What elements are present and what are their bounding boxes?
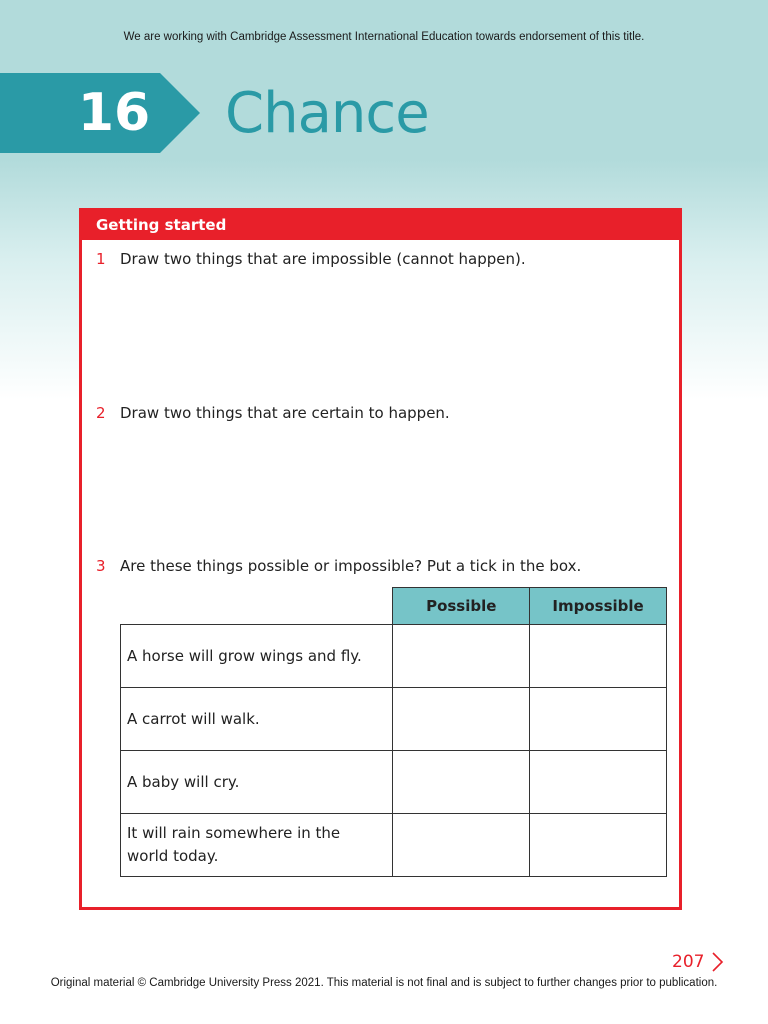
statement-line: It will rain somewhere in the	[127, 824, 341, 842]
statement-line: A carrot will walk.	[127, 709, 260, 728]
statement-cell	[121, 688, 393, 751]
table-row	[121, 625, 667, 688]
statement-line: A baby will cry.	[127, 772, 240, 791]
chevron-right-icon	[710, 951, 724, 973]
impossible-tick-box[interactable]	[530, 688, 667, 751]
column-header-possible: Possible	[393, 588, 530, 625]
column-header-impossible: Impossible	[530, 588, 667, 625]
getting-started-box	[79, 208, 682, 910]
chapter-number: 16	[77, 83, 151, 143]
possible-tick-box[interactable]	[393, 688, 530, 751]
possible-tick-box[interactable]	[393, 625, 530, 688]
tick-table	[120, 587, 667, 877]
possible-tick-box[interactable]	[393, 814, 530, 877]
statement-cell	[121, 625, 393, 688]
table-corner-cell	[121, 588, 393, 625]
statement-cell	[121, 814, 393, 877]
question-3-number: 3	[96, 557, 106, 575]
impossible-tick-box[interactable]	[530, 751, 667, 814]
table-row	[121, 688, 667, 751]
question-1-number: 1	[96, 250, 106, 268]
getting-started-heading: Getting started	[82, 211, 679, 240]
statement-cell	[121, 751, 393, 814]
question-3-text: Are these things possible or impossible? Put a tick in the box.	[120, 557, 582, 575]
question-2-text: Draw two things that are certain to happen.	[120, 404, 450, 422]
question-1-text: Draw two things that are impossible (cannot happen).	[120, 250, 526, 268]
copyright-notice: Original material © Cambridge University Press 2021. This material is not final and is subject to further changes prior to publication.	[50, 977, 718, 989]
impossible-tick-box[interactable]	[530, 625, 667, 688]
statement-line: A horse will grow wings and fly.	[127, 646, 362, 665]
table-row	[121, 751, 667, 814]
possible-tick-box[interactable]	[393, 751, 530, 814]
impossible-tick-box[interactable]	[530, 814, 667, 877]
table-row	[121, 814, 667, 877]
endorsement-notice: We are working with Cambridge Assessment International Education towards endorsement of this title.	[123, 31, 645, 43]
chapter-title: Chance	[225, 81, 429, 146]
table-header-row	[121, 588, 667, 625]
statement-line: world today.	[127, 847, 219, 865]
page-number: 207	[672, 952, 705, 972]
question-2-number: 2	[96, 404, 106, 422]
